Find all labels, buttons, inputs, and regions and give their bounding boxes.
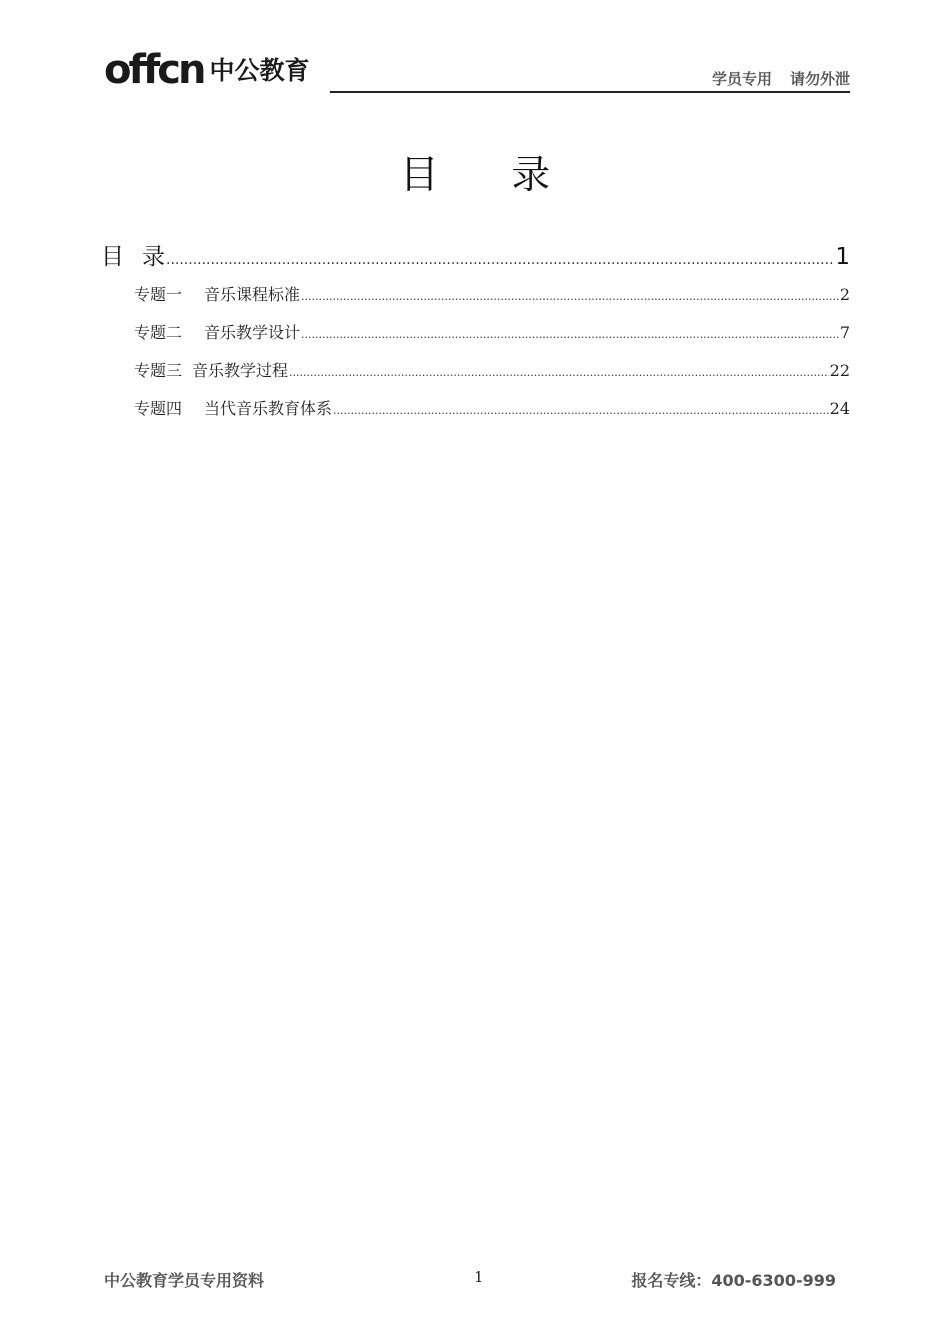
toc-entry-page: 22 [829,361,850,380]
header-notice [712,68,850,89]
logo-wordmark: offcn [104,47,204,93]
toc-entry[interactable] [134,314,850,352]
footer-page-number: 1 [474,1268,484,1286]
table-of-contents [101,238,850,428]
toc-entry-label: 专题一 音乐课程标准 [134,285,301,304]
toc-leader-dots [289,354,829,392]
toc-leader-dots [301,278,839,316]
footer-material-label: 中公教育学员专用资料 [104,1271,265,1290]
toc-entry-page: 24 [829,399,850,418]
toc-entry[interactable] [134,390,850,428]
toc-leader-dots [301,316,839,354]
toc-entry-label: 专题四 当代音乐教育体系 [134,399,333,418]
footer-hotline: 报名专线：400-6300-999 [631,1271,836,1290]
toc-entry-main[interactable] [101,238,850,276]
toc-entry-page: 1 [835,244,850,270]
toc-entry-label: 目 录 [101,244,165,270]
toc-entry-label: 专题二 音乐教学设计 [134,323,301,342]
toc-entry-label: 专题三 音乐教学过程 [134,361,289,380]
header-notice-do-not-leak: 请勿外泄 [789,70,850,88]
toc-entry[interactable] [134,352,850,390]
page-title: 目 录 [399,153,581,198]
toc-entry-page: 2 [839,285,850,304]
toc-leader-dots [166,241,834,279]
toc-leader-dots [333,392,829,430]
logo-chinese-name: 中公教育 [209,56,310,85]
brand-logo [104,40,310,93]
toc-entry[interactable] [134,276,850,314]
toc-entry-page: 7 [839,323,850,342]
header-divider [330,91,850,93]
header-notice-students-only: 学员专用 [711,70,772,88]
